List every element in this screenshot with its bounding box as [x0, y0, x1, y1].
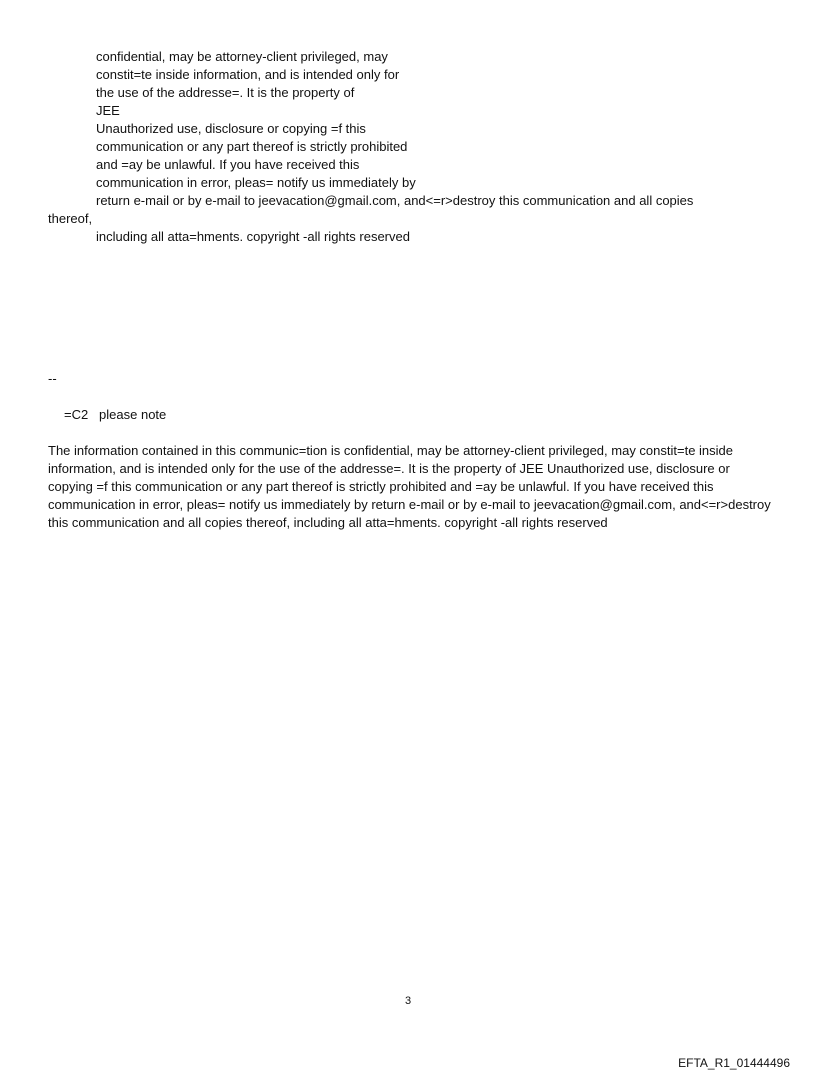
- page-number: 3: [404, 995, 412, 1007]
- quoted-disclaimer-block: [48, 48, 788, 246]
- bates-number: EFTA_R1_01444496: [678, 1056, 790, 1070]
- quoted-line: communication in error, pleas= notify us immediately by: [96, 175, 416, 190]
- disclaimer-paragraph: The information contained in this communic=tion is confidential, may be attorney-client privileged, may constit=te inside information, and is intended only for the use of the addresse=. It is the property of JEE Unauthorized use, disclosure or copying =f this communication or any part thereof is strictly prohibited and =ay be unlawful. If you have received this communication in error, pleas= notify us immediately by return e-mail or by e-mail to jeevacation@gmail.com, and<=r>destroy this communication and all copies thereof, including all atta=hments. copyright -all rights reserved: [48, 443, 771, 530]
- quoted-line: including all atta=hments. copyright -all rights reserved: [96, 229, 410, 244]
- quoted-line: confidential, may be attorney-client privileged, may: [96, 49, 388, 64]
- quoted-line: communication or any part thereof is strictly prohibited: [96, 139, 408, 154]
- quoted-line: the use of the addresse=. It is the property of: [96, 85, 355, 100]
- quoted-line: Unauthorized use, disclosure or copying =f this: [96, 121, 366, 136]
- quoted-line: return e-mail or by e-mail to jeevacation@gmail.com, and<=r>destroy this communication and all copies: [96, 193, 694, 208]
- quoted-line-wrap: thereof,: [48, 211, 93, 226]
- signature-separator: --: [48, 371, 57, 386]
- quoted-line: and =ay be unlawful. If you have received this: [96, 157, 360, 172]
- quoted-line: JEE: [96, 103, 120, 118]
- please-note-line: =C2 please note: [64, 407, 167, 422]
- quoted-line: constit=te inside information, and is intended only for: [96, 67, 400, 82]
